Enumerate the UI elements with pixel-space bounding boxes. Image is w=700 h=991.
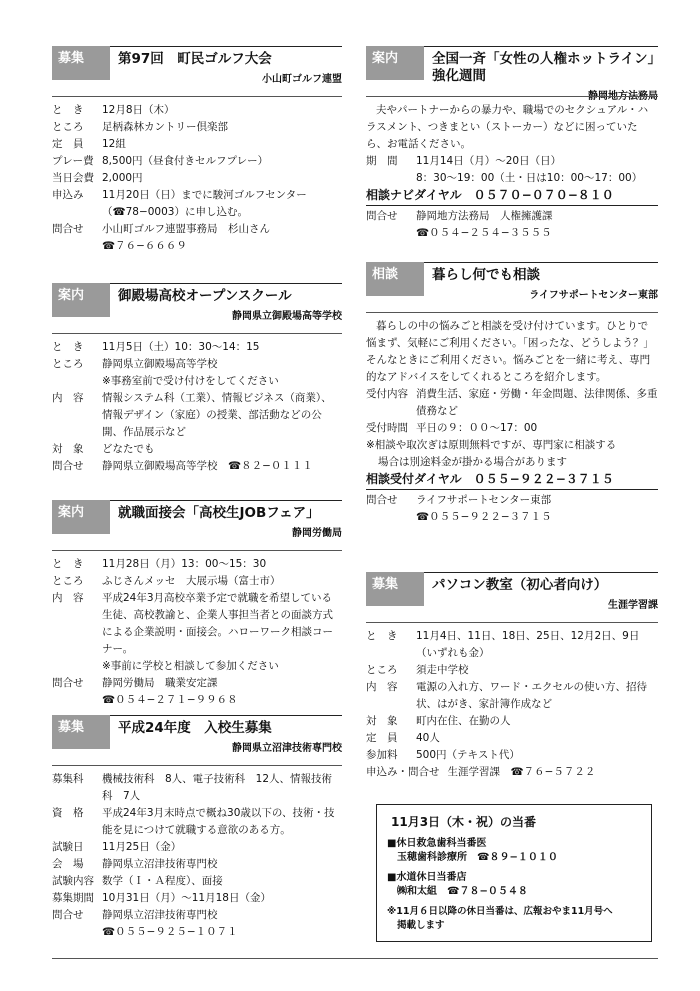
info-value: 静岡県立御殿場高等学校 <box>102 358 218 370</box>
notice-body <box>52 339 342 475</box>
notice-header <box>52 283 342 333</box>
title-box <box>424 262 658 301</box>
info-value: ☎０５４−２５４−３５５５ <box>416 227 552 239</box>
title-box <box>110 283 342 322</box>
hotline-number: 相談ナビダイヤル ０５７０−０７０−８１０ <box>366 187 658 206</box>
info-row <box>52 873 342 890</box>
info-row <box>366 170 658 187</box>
water-heading: ■水道休日当番店 <box>387 872 467 883</box>
info-value: ライフサポートセンター東部 <box>416 494 552 506</box>
info-label-spacer <box>52 373 102 390</box>
info-row <box>366 764 658 781</box>
organizer: 静岡地方法務局 <box>588 91 658 102</box>
notice-body <box>52 771 342 941</box>
info-value: 消費生活、家庭・労働・年金問題、法律関係、多重債務など <box>416 388 658 417</box>
category-tag: 募集 <box>52 46 110 80</box>
notice-title: 御殿場高校オープンスクール <box>118 288 292 304</box>
info-label: 試験内容 <box>52 875 94 887</box>
info-row <box>52 890 342 907</box>
info-label: プレー費 <box>52 155 94 167</box>
info-row <box>366 492 658 509</box>
notice-body <box>52 102 342 255</box>
info-value: ☎７６−６６６９ <box>102 240 187 252</box>
info-row <box>52 658 342 675</box>
info-row <box>52 136 342 153</box>
info-value: 11月4日、11日、18日、25日、12月2日、9日（いずれも金） <box>416 630 640 659</box>
notice-paragraph: 夫やパートナーからの暴力や、職場でのセクシュアル・ハラスメント、つきまとい（ストーカー）などに困っていたら、お電話ください。 <box>366 104 649 150</box>
info-value: 数学（Ｉ・Ａ程度）、面接 <box>102 875 223 887</box>
info-value: 静岡県立御殿場高等学校 ☎８２−０１１１ <box>102 460 313 472</box>
info-value: 2,000円 <box>102 172 143 184</box>
organizer: 静岡県立沼津技術専門校 <box>232 743 342 754</box>
bottom-divider <box>52 958 658 959</box>
info-row <box>366 509 658 526</box>
info-label-spacer <box>366 509 416 526</box>
title-box <box>110 500 342 539</box>
info-label-spacer <box>52 238 102 255</box>
info-row <box>366 420 658 437</box>
organizer: 生涯学習課 <box>608 600 658 611</box>
info-label: 申込み <box>52 189 84 201</box>
info-value: 小山町ゴルフ連盟事務局 杉山さん <box>102 223 270 235</box>
info-value: ☎０５５−９２２−３７１５ <box>416 511 552 523</box>
info-label: 資 格 <box>52 807 84 819</box>
notice-note: ※相談や取次ぎは原則無料ですが、専門家に相談する <box>366 439 617 451</box>
info-row <box>52 458 342 475</box>
info-row <box>52 556 342 573</box>
info-row <box>366 208 658 225</box>
info-value: 静岡県立沼津技術専門校 <box>102 858 218 870</box>
info-row <box>52 356 342 373</box>
info-value: 町内在住、在勤の人 <box>416 715 511 727</box>
info-label: と き <box>366 630 398 642</box>
info-row <box>52 153 342 170</box>
notice-header <box>366 262 658 312</box>
hotline-number: 相談受付ダイヤル ０５５−９２２−３７１５ <box>366 471 658 490</box>
notice-header <box>366 46 658 102</box>
header-rule <box>366 312 658 313</box>
info-label: 問合せ <box>52 909 84 921</box>
notice-header <box>52 500 342 550</box>
info-value: 10月31日（月）〜11月18日（金） <box>102 892 271 904</box>
info-value: 11月25日（金） <box>102 841 182 853</box>
info-value: 電源の入れ方、ワード・エクセルの使い方、招待状、はがき、家計簿作成など <box>416 681 647 710</box>
info-value: （☎78−0003）に申し込む。 <box>102 206 248 218</box>
notice-body <box>52 556 342 709</box>
notice-title: 平成24年度 入校生募集 <box>118 720 272 736</box>
info-row <box>52 204 342 221</box>
info-row <box>52 373 342 390</box>
info-row <box>52 675 342 692</box>
info-row <box>366 386 658 420</box>
info-value: 11月14日（月）〜20日（日） <box>416 155 562 167</box>
category-tag: 案内 <box>52 500 110 534</box>
info-label: 問合せ <box>52 460 84 472</box>
notice-block <box>52 46 342 252</box>
category-tag: 募集 <box>366 572 424 606</box>
info-label: 対 象 <box>52 443 84 455</box>
header-rule <box>366 622 658 623</box>
info-label: 期 間 <box>366 155 398 167</box>
info-label: ところ <box>52 121 84 133</box>
info-label-spacer <box>52 204 102 221</box>
notice-block <box>52 283 342 472</box>
title-box <box>110 715 342 754</box>
duty-footnote: ※11月６日以降の休日当番は、広報おやま11月号へ <box>387 906 613 917</box>
header-rule <box>52 550 342 551</box>
info-row <box>52 339 342 356</box>
info-value: 足柄森林カントリー倶楽部 <box>102 121 228 133</box>
info-label-spacer <box>52 692 102 709</box>
info-label: 内 容 <box>52 592 84 604</box>
notice-paragraph: 暮らしの中の悩みごと相談を受け付けています。ひとりで悩まず、気軽にご利用ください。「困ったな、どうしよう？」そんなときにご利用ください。悩みごとを一緒に考え、専門的なアドバイスをしてくれるところを紹介します。 <box>366 320 654 383</box>
info-label: 問合せ <box>366 210 398 222</box>
info-label-spacer <box>366 225 416 242</box>
info-label-spacer <box>52 658 102 675</box>
info-row <box>52 119 342 136</box>
category-tag: 案内 <box>52 283 110 317</box>
notice-header <box>52 715 342 765</box>
notice-header <box>366 572 658 622</box>
notice-header <box>52 46 342 96</box>
info-row <box>52 187 342 204</box>
info-row <box>52 839 342 856</box>
info-label: と き <box>52 104 84 116</box>
info-row <box>366 747 658 764</box>
info-label: 問合せ <box>366 494 398 506</box>
info-label: 定 員 <box>366 732 398 744</box>
info-row <box>366 662 658 679</box>
water-shop: ㈱和太組 ☎７８−０５４８ <box>397 886 528 897</box>
info-value: 11月5日（土）10：30〜14：15 <box>102 341 260 353</box>
info-row <box>52 590 342 658</box>
duty-title: 11月3日（木・祝）の当番 <box>391 815 537 829</box>
info-row <box>52 102 342 119</box>
info-label: 募集期間 <box>52 892 94 904</box>
info-value: ☎０５５−９２５−１０７１ <box>102 926 238 938</box>
notice-title: 就職面接会「高校生JOBフェア」 <box>118 505 320 521</box>
info-label: 募集科 <box>52 773 84 785</box>
notice-block <box>366 572 658 778</box>
info-row <box>52 692 342 709</box>
info-label: 受付内容 <box>366 388 408 400</box>
category-tag: 相談 <box>366 262 424 296</box>
info-value: 8：30〜19：00（土・日は10：00〜17：00） <box>416 172 643 184</box>
info-value: ※事務室前で受け付けをしてください <box>102 375 279 387</box>
info-value: 11月28日（月）13：00〜15：30 <box>102 558 267 570</box>
info-row <box>52 924 342 941</box>
info-label: ところ <box>366 664 398 676</box>
organizer: ライフサポートセンター東部 <box>529 290 658 301</box>
organizer: 静岡労働局 <box>292 528 342 539</box>
notice-title: 暮らし何でも相談 <box>432 267 540 283</box>
info-label: 定 員 <box>52 138 84 150</box>
info-label: 受付時間 <box>366 422 408 434</box>
info-label: 当日会費 <box>52 172 94 184</box>
header-rule <box>52 765 342 766</box>
info-label: と き <box>52 341 84 353</box>
info-value: 500円（テキスト代） <box>416 749 520 761</box>
category-tag: 案内 <box>366 46 424 80</box>
info-value: どなたでも <box>102 443 155 455</box>
info-label-spacer <box>366 170 416 187</box>
header-rule <box>366 96 658 97</box>
notice-block <box>52 500 342 706</box>
info-label: ところ <box>52 575 84 587</box>
info-value: 須走中学校 <box>416 664 469 676</box>
info-value: ふじさんメッセ 大展示場（富士市） <box>102 575 281 587</box>
info-label: 内 容 <box>52 392 84 404</box>
info-row <box>52 771 342 805</box>
info-label: 問合せ <box>52 223 84 235</box>
info-row <box>366 225 658 242</box>
info-value: 平成24年3月高校卒業予定で就職を希望している生徒、高校教諭と、企業人事担当者との面談方式による企業説明・面接会。ハローワーク相談コーナー。 <box>102 592 333 655</box>
organizer: 静岡県立御殿場高等学校 <box>232 311 342 322</box>
info-value: 40人 <box>416 732 440 744</box>
title-box <box>424 572 658 611</box>
notice-block <box>366 262 658 523</box>
info-value: 平成24年3月末時点で概ね30歳以下の、技術・技能を見につけて就職する意欲のある方。 <box>102 807 335 836</box>
info-value: 12月8日（木） <box>102 104 175 116</box>
header-rule <box>52 333 342 334</box>
category-tag: 募集 <box>52 715 110 749</box>
info-label: 参加料 <box>366 749 398 761</box>
info-value: 機械技術科 8人、電子技術科 12人、情報技術科 7人 <box>102 773 333 802</box>
notice-note: 場合は別途料金が掛かる場合があります <box>378 456 567 468</box>
notice-title: 第97回 町民ゴルフ大会 <box>118 51 272 67</box>
info-row <box>52 221 342 238</box>
title-box <box>424 46 658 102</box>
notice-body <box>366 102 658 242</box>
info-value: ※事前に学校と相談して参加ください <box>102 660 279 672</box>
notice-block <box>366 46 658 239</box>
info-label: 会 場 <box>52 858 84 870</box>
info-row <box>52 856 342 873</box>
info-value: 静岡労働局 職業安定課 <box>102 677 218 689</box>
notice-title: パソコン教室（初心者向け） <box>432 577 608 593</box>
info-value: 8,500円（昼食付きセルフプレー） <box>102 155 269 167</box>
title-box <box>110 46 342 85</box>
info-label: 申込み・問合せ <box>366 766 440 778</box>
info-value: ☎０５４−２７１−９９６８ <box>102 694 238 706</box>
info-value: 平日の９：００〜17：00 <box>416 422 538 434</box>
info-row <box>366 628 658 662</box>
info-label: 対 象 <box>366 715 398 727</box>
notice-block <box>52 715 342 938</box>
info-row <box>52 573 342 590</box>
info-value: 静岡県立沼津技術専門校 <box>102 909 218 921</box>
info-label: と き <box>52 558 84 570</box>
info-value: 生涯学習課 ☎７６−５７２２ <box>447 766 596 778</box>
info-row <box>52 170 342 187</box>
info-row <box>366 153 658 170</box>
notice-body <box>366 318 658 526</box>
info-label: 内 容 <box>366 681 398 693</box>
info-label-spacer <box>52 924 102 941</box>
info-value: 11月20日（日）までに駿河ゴルフセンター <box>102 189 307 201</box>
info-row <box>52 390 342 441</box>
info-row <box>52 238 342 255</box>
info-value: 情報システム科（工業）、情報ビジネス（商業）、情報デザイン（家庭）の授業、部活動などの公開、作品展示など <box>102 392 332 438</box>
notice-title: 全国一斉「女性の人権ホットライン」強化週間 <box>432 51 655 84</box>
info-row <box>52 907 342 924</box>
dental-heading: ■休日救急歯科当番医 <box>387 838 487 849</box>
info-row <box>52 441 342 458</box>
info-row <box>52 805 342 839</box>
info-row <box>366 713 658 730</box>
notice-body <box>366 628 658 781</box>
info-label: 問合せ <box>52 677 84 689</box>
organizer: 小山町ゴルフ連盟 <box>262 74 342 85</box>
info-value: 静岡地方法務局 人権擁護課 <box>416 210 553 222</box>
info-label: 試験日 <box>52 841 84 853</box>
info-row <box>366 730 658 747</box>
dental-clinic: 玉穂歯科診療所 ☎８９−１０１０ <box>397 852 558 863</box>
duty-footnote: 掲載します <box>397 920 445 931</box>
holiday-duty-box <box>376 804 652 942</box>
info-value: 12組 <box>102 138 126 150</box>
info-row <box>366 679 658 713</box>
info-label: ところ <box>52 358 84 370</box>
header-rule <box>52 96 342 97</box>
